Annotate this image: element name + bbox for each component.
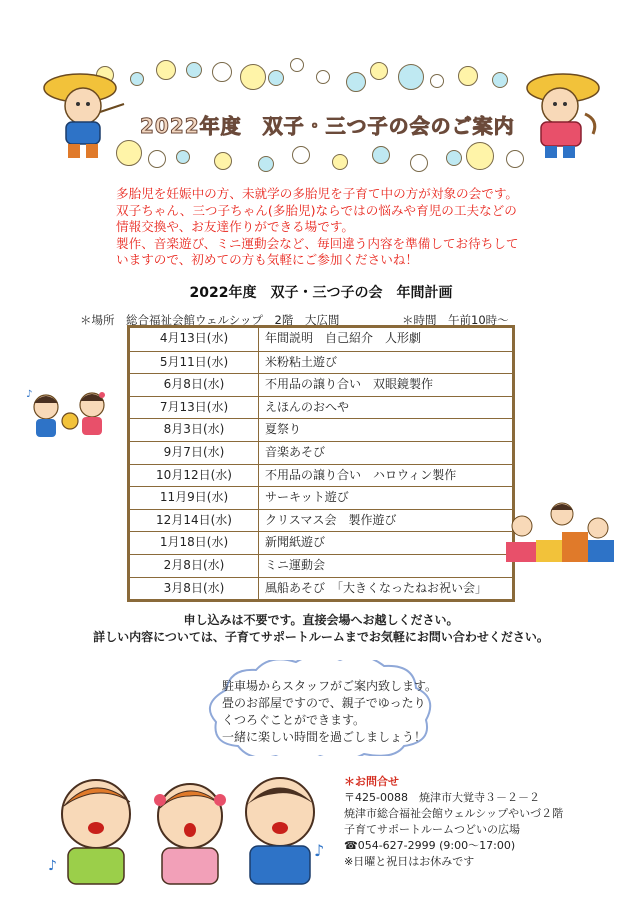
- three-singing-kids-illustration: [44, 770, 334, 895]
- table-row: [130, 577, 512, 600]
- bubble-icon: [332, 154, 348, 170]
- schedule-date: 6月8日(水): [130, 374, 259, 396]
- kids-with-tambourine-illustration: [22, 385, 117, 450]
- intro-line: 双子ちゃん、三つ子ちゃん(多胎児)ならではの悩みや育児の工夫などの: [116, 202, 517, 218]
- schedule-date: 7月13日(水): [130, 397, 259, 419]
- table-row: [130, 441, 512, 464]
- contact-phone: ☎054-627-2999 (9:00～17:00): [344, 839, 516, 852]
- schedule-table: [127, 325, 515, 602]
- schedule-title: 2022年度 双子・三つ子の会 年間計画: [189, 285, 453, 301]
- notice-text: [0, 612, 642, 646]
- bubble-icon: [372, 146, 390, 164]
- schedule-event: クリスマス会 製作遊び: [265, 512, 397, 527]
- notice-line: 申し込みは不要です。直接会場へお越しください。: [183, 613, 459, 627]
- bubble-icon: [258, 156, 274, 172]
- contact-postal: 〒425-0088 焼津市大覚寺３－２－２: [344, 791, 540, 804]
- svg-text:♪: ♪: [314, 841, 325, 860]
- contact-holiday: ※日曜と祝日はお休みです: [344, 855, 475, 868]
- bubble-icon: [156, 60, 176, 80]
- intro-line: いますので、初めての方も気軽にご参加くださいね！: [116, 252, 418, 267]
- cloud-line: くつろぐことができます。: [222, 713, 366, 727]
- schedule-event: えほんのおへや: [265, 399, 350, 414]
- table-row: [130, 396, 512, 419]
- bubble-icon: [446, 150, 462, 166]
- schedule-event: ミニ運動会: [265, 557, 326, 572]
- schedule-event: 不用品の譲り合い 双眼鏡製作: [265, 377, 434, 392]
- schedule-event: 新聞紙遊び: [265, 535, 326, 550]
- bubble-icon: [290, 58, 304, 72]
- time-text: ＊時間 午前10時～: [402, 313, 509, 327]
- intro-line: 製作、音楽遊び、ミニ運動会など、毎回違う内容を準備してお待ちして: [116, 235, 519, 251]
- schedule-date: 5月11日(水): [130, 352, 259, 374]
- schedule-event: 風船あそび 「大きくなったねお祝い会」: [265, 580, 488, 595]
- schedule-date: 12月14日(水): [130, 510, 259, 532]
- cloud-message: [222, 678, 437, 746]
- contact-info: [344, 774, 563, 870]
- cloud-line: 一緒に楽しい時間を過ごしましょう！: [222, 730, 427, 744]
- bubble-icon: [458, 66, 478, 86]
- bubble-icon: [410, 154, 428, 172]
- bubble-icon: [430, 74, 444, 88]
- table-row: [130, 351, 512, 374]
- contact-room: 子育てサポートルームつどいの広場: [344, 823, 520, 836]
- schedule-date: 11月9日(水): [130, 487, 259, 509]
- bubble-icon: [176, 150, 190, 164]
- kids-on-blocks-illustration: [500, 500, 620, 566]
- bubble-icon: [214, 152, 232, 170]
- table-row: [130, 531, 512, 554]
- schedule-date: 3月8日(水): [130, 578, 259, 600]
- table-row: [130, 509, 512, 532]
- bubble-icon: [466, 142, 494, 170]
- contact-heading: ＊お問合せ: [344, 775, 399, 788]
- schedule-event: 音楽あそび: [265, 444, 326, 459]
- intro-text: [116, 186, 556, 269]
- contact-facility: 焼津市総合福祉会館ウェルシップやいづ２階: [344, 807, 564, 820]
- schedule-event: 年間説明 自己紹介 人形劇: [265, 331, 422, 345]
- table-row: [130, 328, 512, 351]
- page-title: 2022年度 双子・三つ子の会のご案内: [140, 114, 515, 138]
- table-row: [130, 373, 512, 396]
- schedule-date: 8月3日(水): [130, 419, 259, 441]
- notice-line: 詳しい内容については、子育てサポートルームまでお気軽にお問い合わせください。: [93, 630, 549, 644]
- schedule-date: 1月18日(水): [130, 532, 259, 554]
- table-row: [130, 554, 512, 577]
- bubble-icon: [268, 70, 284, 86]
- bubble-icon: [292, 146, 310, 164]
- svg-text:♪: ♪: [48, 858, 57, 874]
- table-row: [130, 418, 512, 441]
- schedule-date: 9月7日(水): [130, 442, 259, 464]
- venue-text: ＊場所 総合福祉会館ウェルシップ 2階 大広間: [80, 313, 340, 327]
- bubble-icon: [240, 64, 266, 90]
- table-row: [130, 486, 512, 509]
- intro-line: 情報交換や、お友達作りができる場です。: [116, 219, 355, 234]
- bubble-icon: [398, 64, 424, 90]
- schedule-date: 2月8日(水): [130, 555, 259, 577]
- girl-with-hat-illustration: [505, 64, 615, 164]
- bubble-icon: [212, 62, 232, 82]
- schedule-event: 米粉粘土遊び: [265, 354, 338, 369]
- bubble-icon: [186, 62, 202, 78]
- schedule-event: 不用品の譲り合い ハロウィン製作: [265, 467, 457, 482]
- schedule-event: 夏祭り: [265, 422, 302, 437]
- cloud-line: 駐車場からスタッフがご案内致します。: [222, 679, 438, 693]
- kid-blowing-bubbles-illustration: [28, 64, 138, 164]
- bubble-icon: [346, 72, 366, 92]
- bubble-icon: [316, 70, 330, 84]
- schedule-event: サーキット遊び: [265, 490, 349, 505]
- svg-text:♪: ♪: [26, 389, 33, 400]
- schedule-date: 10月12日(水): [130, 465, 259, 487]
- bubble-icon: [148, 150, 166, 168]
- table-row: [130, 464, 512, 487]
- intro-line: 多胎児を妊娠中の方、未就学の多胎児を子育て中の方が対象の会です。: [116, 186, 518, 201]
- bubble-icon: [370, 62, 388, 80]
- cloud-line: 畳のお部屋ですので、親子でゆったり: [222, 696, 426, 710]
- schedule-date: 4月13日(水): [130, 328, 259, 351]
